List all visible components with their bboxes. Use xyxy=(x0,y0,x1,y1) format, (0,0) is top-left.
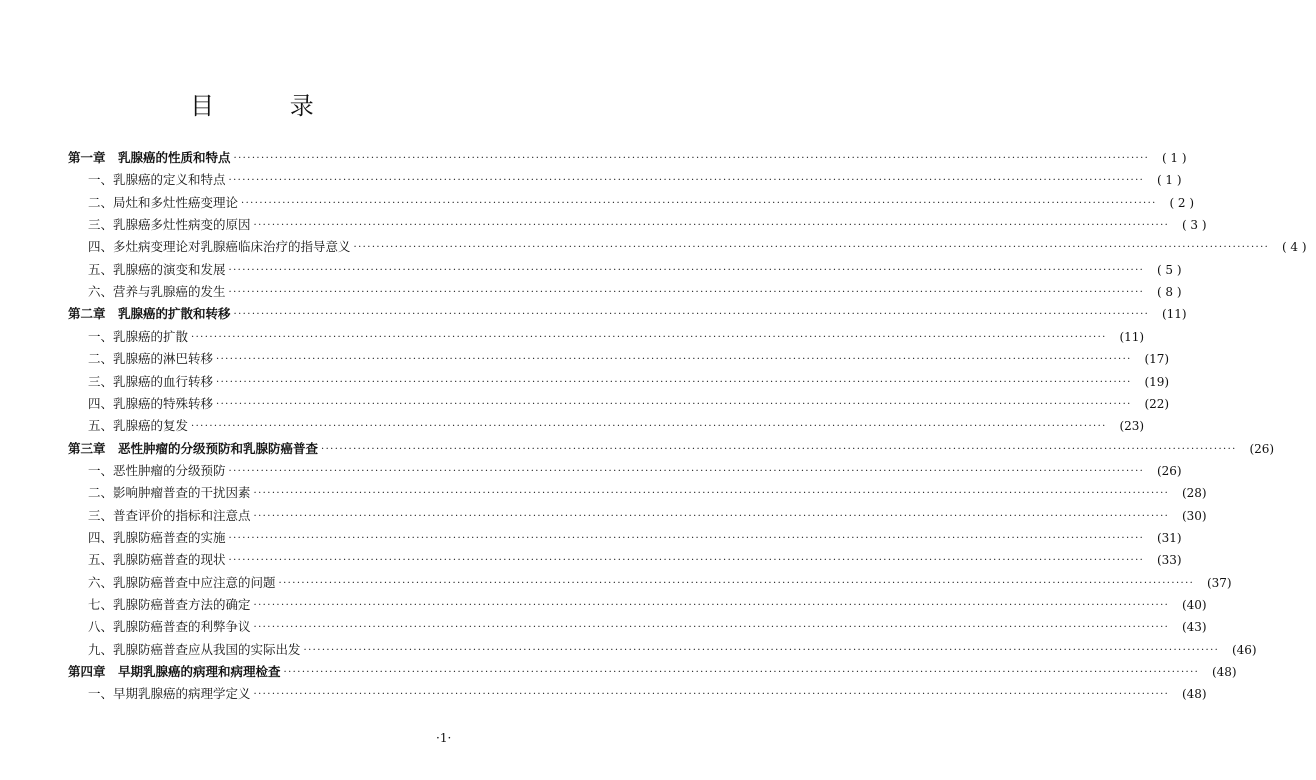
dot-leader: ········································································································································································································ xyxy=(228,532,1145,544)
toc-entry-page: (11) xyxy=(1161,307,1187,322)
toc-entry-page: (23) xyxy=(1119,419,1145,434)
dot-leader: ········································································································································································································ xyxy=(216,398,1132,410)
toc-entry-page: (28) xyxy=(1181,486,1207,501)
toc-chapter-entry xyxy=(68,439,1275,459)
dot-leader: ········································································································································································································ xyxy=(283,667,1200,679)
toc-section-entry xyxy=(88,394,1170,414)
toc-entry-label: 二、乳腺癌的淋巴转移 xyxy=(88,351,214,367)
toc-entry-label: 三、普查评价的指标和注意点 xyxy=(88,507,251,523)
toc-entry-label: 四、乳腺癌的特殊转移 xyxy=(88,395,214,411)
toc-entry-page: (26) xyxy=(1249,441,1275,456)
toc-section-entry xyxy=(88,684,1207,704)
toc-entry-page: ( 5 ) xyxy=(1156,262,1182,277)
dot-leader: ········································································································································································································ xyxy=(228,264,1145,276)
toc-section-entry xyxy=(88,372,1170,392)
toc-section-entry xyxy=(88,483,1207,503)
toc-entry-page: ( 3 ) xyxy=(1181,218,1207,233)
page-number: ·1· xyxy=(436,731,452,745)
toc-entry-page: ( 8 ) xyxy=(1156,285,1182,300)
toc-entry-page: (31) xyxy=(1156,530,1182,545)
toc-section-entry xyxy=(88,640,1257,660)
toc-section-entry xyxy=(88,506,1207,526)
toc-entry-page: (33) xyxy=(1156,553,1182,568)
toc-entry-label: 五、乳腺癌的复发 xyxy=(88,418,189,434)
dot-leader: ········································································································································································································ xyxy=(321,443,1237,455)
toc-entry-label: 一、早期乳腺癌的病理学定义 xyxy=(88,686,251,702)
toc-entry-page: ( 4 ) xyxy=(1281,240,1307,255)
toc-section-entry xyxy=(88,170,1182,190)
toc-entry-label: 第一章 乳腺癌的性质和特点 xyxy=(68,150,231,165)
page-title: 目 录 xyxy=(190,92,348,120)
dot-leader: ········································································································································································································ xyxy=(241,197,1157,209)
toc-entry-page: (46) xyxy=(1231,642,1257,657)
toc-entry-label: 三、乳腺癌多灶性病变的原因 xyxy=(88,217,251,233)
toc-section-entry xyxy=(88,528,1182,548)
toc-section-entry xyxy=(88,215,1207,235)
toc-chapter-entry xyxy=(68,304,1187,324)
dot-leader: ········································································································································································································ xyxy=(253,488,1170,500)
dot-leader: ········································································································································································································ xyxy=(228,175,1145,187)
toc-section-entry xyxy=(88,193,1195,213)
toc-entry-page: (40) xyxy=(1181,598,1207,612)
toc-section-entry xyxy=(88,416,1145,436)
dot-leader: ········································································································································································································ xyxy=(253,600,1170,611)
dot-leader: ········································································································································································································ xyxy=(278,577,1195,589)
toc-section-entry xyxy=(88,349,1170,369)
dot-leader: ········································································································································································································ xyxy=(233,309,1150,321)
toc-entry-page: (26) xyxy=(1156,463,1182,478)
dot-leader: ········································································································································································································ xyxy=(253,220,1170,232)
dot-leader: ········································································································································································································ xyxy=(191,331,1107,343)
toc-entry-label: 二、影响肿瘤普查的干扰因素 xyxy=(88,485,251,501)
toc-entry-label: 九、乳腺防癌普查应从我国的实际出发 xyxy=(88,641,301,657)
toc-entry-page: (19) xyxy=(1144,374,1170,389)
toc-entry-page: ( 1 ) xyxy=(1156,173,1182,188)
dot-leader: ········································································································································································································ xyxy=(253,689,1170,701)
toc-section-entry xyxy=(88,237,1307,257)
toc-entry-label: 第二章 乳腺癌的扩散和转移 xyxy=(68,306,231,322)
dot-leader: ········································································································································································································ xyxy=(303,644,1220,656)
toc-entry-page: (17) xyxy=(1144,352,1170,367)
toc-section-entry xyxy=(88,282,1182,302)
toc-section-entry xyxy=(88,617,1207,637)
dot-leader: ········································································································································································································ xyxy=(233,153,1150,164)
toc-entry-label: 八、乳腺防癌普查的利弊争议 xyxy=(88,619,251,635)
toc-section-entry xyxy=(88,573,1232,593)
dot-leader: ········································································································································································································ xyxy=(228,465,1145,477)
toc-entry-label: 第三章 恶性肿瘤的分级预防和乳腺防癌普查 xyxy=(68,440,319,456)
dot-leader: ········································································································································································································ xyxy=(353,242,1270,254)
toc-entry-label: 四、多灶病变理论对乳腺癌临床治疗的指导意义 xyxy=(88,239,351,255)
toc-entry-label: 六、营养与乳腺癌的发生 xyxy=(88,284,226,300)
toc-entry-page: (37) xyxy=(1206,575,1232,590)
dot-leader: ········································································································································································································ xyxy=(228,287,1145,299)
toc-section-entry xyxy=(88,260,1182,280)
dot-leader: ········································································································································································································ xyxy=(216,376,1132,388)
toc-entry-label: 第四章 早期乳腺癌的病理和病理检查 xyxy=(68,664,281,680)
toc-entry-label: 七、乳腺防癌普查方法的确定 xyxy=(88,597,251,612)
dot-leader: ········································································································································································································ xyxy=(253,622,1170,634)
toc-section-entry xyxy=(88,595,1207,615)
toc-entry-page: ( 1 ) xyxy=(1161,151,1187,165)
toc-entry-label: 六、乳腺防癌普查中应注意的问题 xyxy=(88,574,276,590)
toc-entry-label: 四、乳腺防癌普查的实施 xyxy=(88,529,226,545)
toc-chapter-entry xyxy=(68,148,1187,168)
toc-entry-page: (43) xyxy=(1181,620,1207,635)
toc-entry-page: (11) xyxy=(1119,329,1145,344)
toc-entry-label: 一、乳腺癌的扩散 xyxy=(88,328,189,344)
toc-entry-page: (48) xyxy=(1181,687,1207,702)
dot-leader: ········································································································································································································ xyxy=(191,421,1107,433)
toc-entry-page: (30) xyxy=(1181,508,1207,523)
toc-entry-label: 五、乳腺防癌普查的现状 xyxy=(88,552,226,568)
toc-section-entry xyxy=(88,327,1145,347)
toc-section-entry xyxy=(88,550,1182,570)
dot-leader: ········································································································································································································ xyxy=(253,510,1170,522)
toc-entry-label: 二、局灶和多灶性癌变理论 xyxy=(88,194,239,210)
toc-entry-label: 三、乳腺癌的血行转移 xyxy=(88,373,214,389)
toc-entry-label: 五、乳腺癌的演变和发展 xyxy=(88,261,226,277)
dot-leader: ········································································································································································································ xyxy=(216,354,1132,366)
toc-section-entry xyxy=(88,461,1182,481)
dot-leader: ········································································································································································································ xyxy=(228,555,1145,567)
toc-chapter-entry xyxy=(68,662,1237,682)
toc-entry-page: (48) xyxy=(1211,665,1237,680)
toc-entry-page: ( 2 ) xyxy=(1169,195,1195,210)
toc-entry-page: (22) xyxy=(1144,396,1170,411)
toc-entry-label: 一、乳腺癌的定义和特点 xyxy=(88,172,226,188)
toc-entry-label: 一、恶性肿瘤的分级预防 xyxy=(88,462,226,478)
